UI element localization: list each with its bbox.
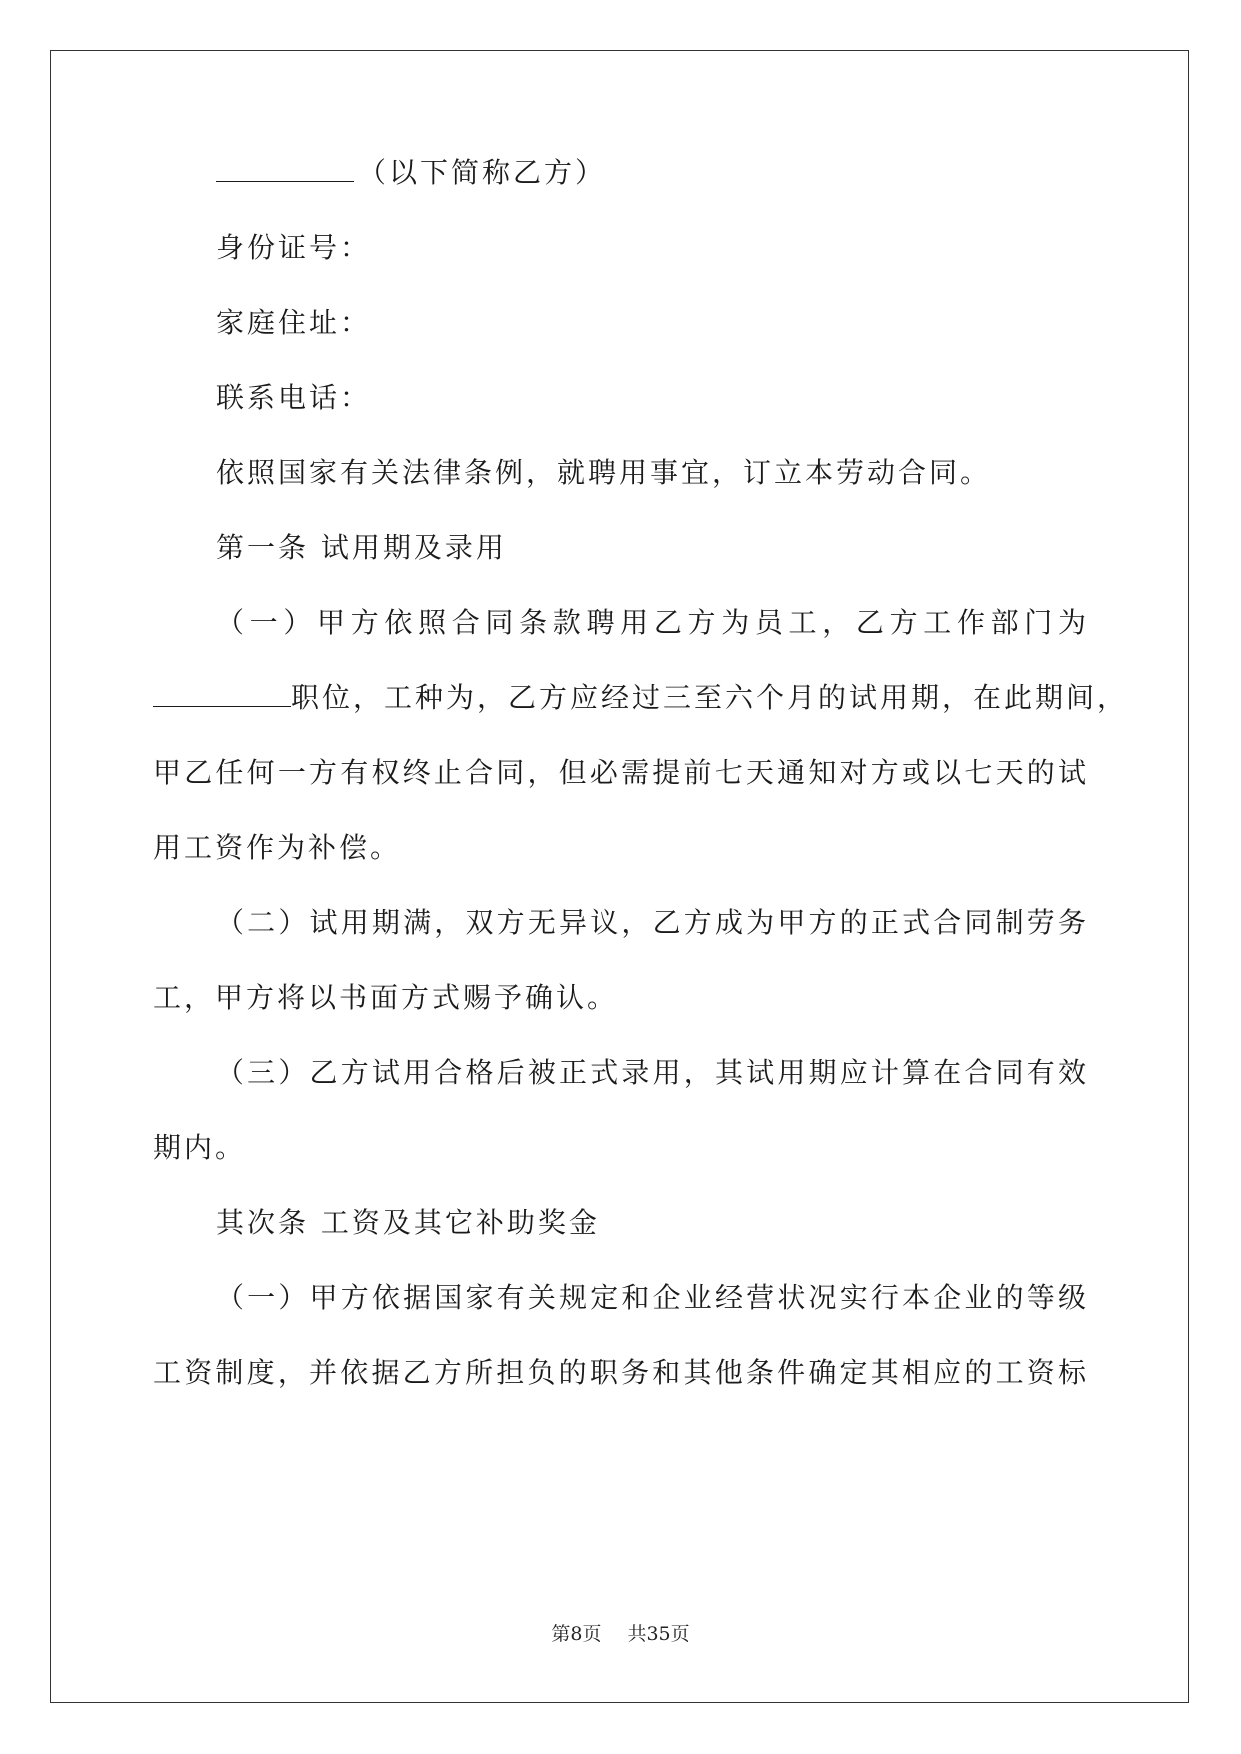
party-b-line — [216, 153, 606, 193]
article-1-item-2-line-1: （二）试用期满，双方无异议，乙方成为甲方的正式合同制劳务 — [216, 906, 1087, 939]
party-b-label: （以下简称乙方） — [358, 156, 607, 189]
page-frame — [50, 50, 1189, 1703]
home-address-line: 家庭住址： — [216, 306, 372, 339]
article-1-item-1-line-4: 用工资作为补偿。 — [153, 831, 402, 864]
position-text: 职位，工种为，乙方应经过三至六个月的试用期，在此期间， — [291, 681, 1129, 714]
id-number-line: 身份证号： — [216, 231, 372, 264]
phone-line: 联系电话： — [216, 381, 372, 414]
article-2-heading: 其次条 工资及其它补助奖金 — [216, 1206, 600, 1239]
position-blank — [153, 680, 291, 707]
article-1-item-3-line-1: （三）乙方试用合格后被正式录用，其试用期应计算在合同有效 — [216, 1056, 1087, 1089]
name-blank — [216, 155, 354, 182]
article-2-item-1-line-2: 工资制度，并依据乙方所担负的职务和其他条件确定其相应的工资标 — [153, 1356, 1087, 1389]
article-1-item-3-line-2: 期内。 — [153, 1131, 247, 1164]
article-1-item-1-line-3: 甲乙任何一方有权终止合同，但必需提前七天通知对方或以七天的试 — [153, 756, 1087, 789]
page-footer — [0, 1619, 1241, 1646]
page-number: 第8页 — [551, 1623, 602, 1645]
total-pages: 共35页 — [627, 1623, 690, 1645]
article-2-item-1-line-1: （一）甲方依据国家有关规定和企业经营状况实行本企业的等级 — [216, 1281, 1087, 1314]
article-1-item-1-line-1: （一）甲方依照合同条款聘用乙方为员工，乙方工作部门为 — [216, 606, 1087, 639]
article-1-item-1-line-2 — [153, 678, 1128, 718]
article-1-item-2-line-2: 工，甲方将以书面方式赐予确认。 — [153, 981, 619, 1014]
intro-paragraph: 依照国家有关法律条例，就聘用事宜，订立本劳动合同。 — [216, 456, 992, 489]
article-1-heading: 第一条 试用期及录用 — [216, 531, 507, 564]
